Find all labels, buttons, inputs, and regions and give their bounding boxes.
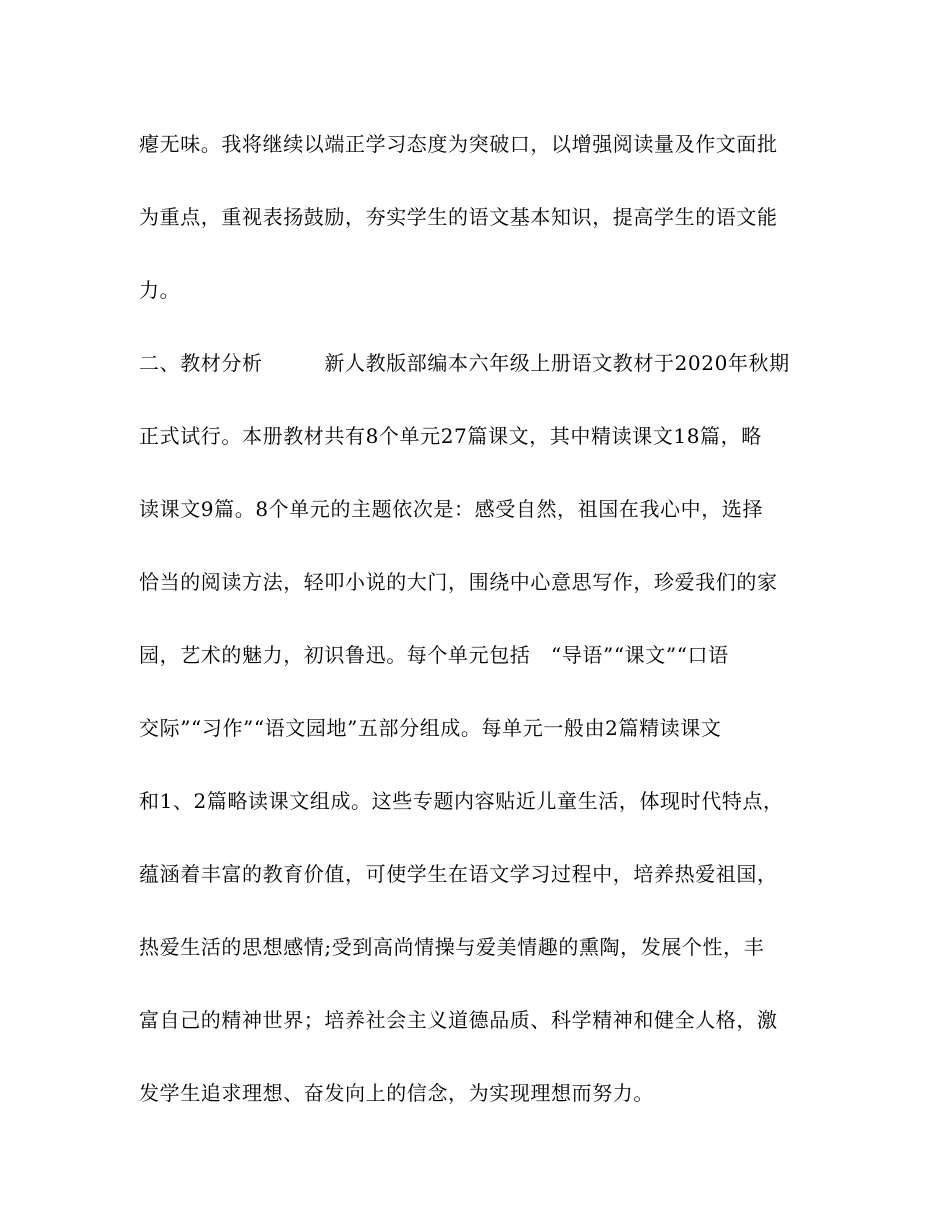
section-heading-line: 二、教材分析 新人教版部编本六年级上册语文教材于2020年秋期 [139, 351, 790, 375]
text-line: 交际”“习作”“语文园地”五部分组成。每单元一般由2篇精读课文 [139, 716, 722, 740]
text-line: 蕴涵着丰富的教育价值，可使学生在语文学习过程中，培养热爱祖国， [139, 862, 778, 886]
text-line: 读课文9篇。8个单元的主题依次是：感受自然，祖国在我心中，选择 [139, 497, 764, 521]
text-line: 园，艺术的魅力，初识鲁迅。每个单元包括 “导语”“课文”“口语 [139, 643, 729, 667]
text-line: 瘪无味。我将继续以端正学习态度为突破口，以增强阅读量及作文面批 [139, 132, 778, 156]
text-line: 富自己的精神世界；培养社会主义道德品质、科学精神和健全人格，激 [139, 1008, 778, 1032]
text-line: 恰当的阅读方法，轻叩小说的大门，围绕中心意思写作，珍爱我们的家 [139, 570, 778, 594]
text-line: 力。 [139, 278, 181, 302]
text-line: 发学生追求理想、奋发向上的信念，为实现理想而努力。 [139, 1081, 654, 1105]
text-line: 正式试行。本册教材共有8个单元27篇课文，其中精读课文18篇，略 [139, 424, 762, 448]
text-line: 和1、2篇略读课文组成。这些专题内容贴近儿童生活，体现时代特点， [139, 789, 784, 813]
text-line: 热爱生活的思想感情;受到高尚情操与爱美情趣的熏陶，发展个性，丰 [139, 935, 765, 959]
text-line: 为重点，重视表扬鼓励，夯实学生的语文基本知识，提高学生的语文能 [139, 205, 778, 229]
